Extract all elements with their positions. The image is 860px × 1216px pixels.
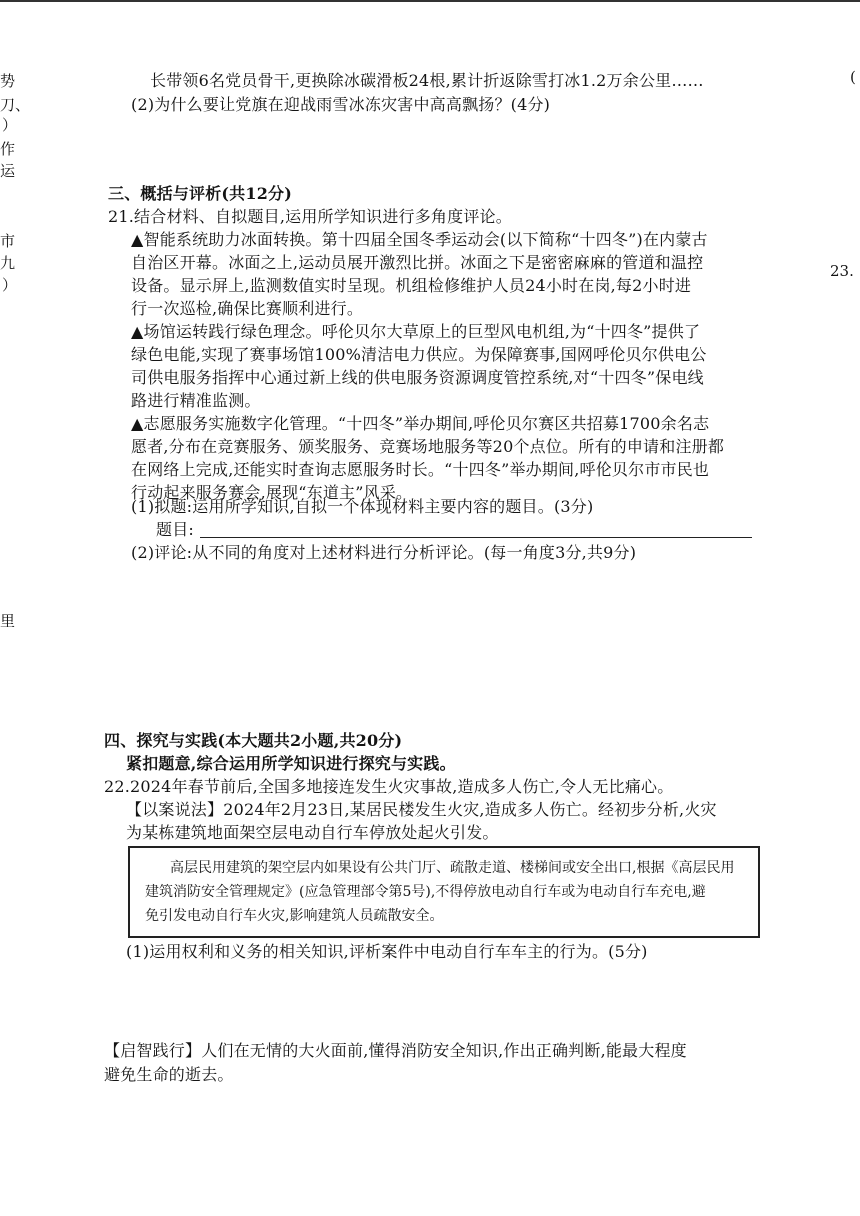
regulation-text: 高层民用建筑的架空层内如果设有公共门厅、疏散走道、楼梯间或安全出口,根据《高层民用 <box>170 860 735 876</box>
page-top-border <box>0 0 860 2</box>
material-paragraph-2: ▲场馆运转践行绿色理念。呼伦贝尔大草原上的巨型风电机组,为“十四冬”提供了 <box>131 322 701 341</box>
text-line: 在网络上完成,还能实时查询志愿服务时长。“十四冬”举办期间,呼伦贝尔市市民也 <box>131 460 710 479</box>
text-line: 司供电服务指挥中心通过新上线的供电服务资源调度管控系统,对“十四冬”保电线 <box>131 368 704 387</box>
margin-fragment: ( <box>850 68 856 86</box>
margin-fragment: 里 <box>0 612 16 630</box>
material-paragraph-3: ▲志愿服务实施数字化管理。“十四冬”举办期间,呼伦贝尔赛区共招募1700余名志 <box>131 414 710 433</box>
title-label: 题目: <box>156 520 194 539</box>
question-21-stem: 21.结合材料、自拟题目,运用所学知识进行多角度评论。 <box>108 207 512 226</box>
margin-fragment: 九 <box>0 254 16 272</box>
text-line: 愿者,分布在竞赛服务、颁奖服务、竞赛场地服务等20个点位。所有的申请和注册都 <box>131 437 725 456</box>
margin-fragment: 23. <box>830 262 854 280</box>
text-line: 路进行精准监测。 <box>131 391 261 410</box>
text-line: 避免生命的逝去。 <box>104 1065 234 1084</box>
regulation-text: 免引发电动自行车火灾,影响建筑人员疏散安全。 <box>145 908 444 924</box>
margin-fragment: 刀、 <box>0 96 31 114</box>
text-line: 设备。显示屏上,监测数值实时呈现。机组检修维护人员24小时在岗,每2小时进 <box>131 276 692 295</box>
material-paragraph-1: ▲智能系统助力冰面转换。第十四届全国冬季运动会(以下简称“十四冬”)在内蒙古 <box>131 230 708 249</box>
case-paragraph: 【以案说法】2024年2月23日,某居民楼发生火灾,造成多人伤亡。经初步分析,火灾 <box>126 800 717 819</box>
margin-fragment: 作 <box>0 140 16 158</box>
section-3-heading: 三、概括与评析(共12分) <box>108 184 293 203</box>
question-21-2: (2)评论:从不同的角度对上述材料进行分析评论。(每一角度3分,共9分) <box>131 543 637 562</box>
margin-fragment: 势 <box>0 72 16 90</box>
question-22-1: (1)运用权利和义务的相关知识,评析案件中电动自行车车主的行为。(5分) <box>126 942 648 961</box>
question-21-1: (1)拟题:运用所学知识,自拟一个体现材料主要内容的题目。(3分) <box>131 497 594 516</box>
question-22-stem: 22.2024年春节前后,全国多地接连发生火灾事故,造成多人伤亡,令人无比痛心。 <box>104 777 674 796</box>
text-line: 行一次巡检,确保比赛顺利进行。 <box>131 299 364 318</box>
text-line: 行动起来服务赛会,展现“东道主”风采。 <box>131 483 413 502</box>
insight-paragraph: 【启智践行】人们在无情的大火面前,懂得消防安全知识,作出正确判断,能最大程度 <box>104 1041 687 1060</box>
section-4-instruction: 紧扣题意,综合运用所学知识进行探究与实践。 <box>126 754 456 773</box>
section-4-heading: 四、探究与实践(本大题共2小题,共20分) <box>104 731 403 750</box>
margin-fragment: 运 <box>0 162 16 180</box>
regulation-text: 建筑消防安全管理规定》(应急管理部令第5号),不得停放电动自行车或为电动自行车充电,避 <box>145 884 706 900</box>
text-line: 长带领6名党员骨干,更换除冰碳滑板24根,累计折返除雪打冰1.2万余公里…… <box>150 71 704 90</box>
text-line: 自治区开幕。冰面之上,运动员展开激烈比拼。冰面之下是密密麻麻的管道和温控 <box>131 253 704 272</box>
question-20-2: (2)为什么要让党旗在迎战雨雪冰冻灾害中高高飘扬？(4分) <box>131 95 551 114</box>
margin-fragment: 市 <box>0 232 16 250</box>
text-line: 为某栋建筑地面架空层电动自行车停放处起火引发。 <box>126 823 499 842</box>
margin-fragment: ） <box>2 276 18 294</box>
text-line: 绿色电能,实现了赛事场馆100%清洁电力供应。为保障赛事,国网呼伦贝尔供电公 <box>131 345 707 364</box>
margin-fragment: ） <box>2 116 18 134</box>
title-answer-line[interactable] <box>200 537 752 538</box>
